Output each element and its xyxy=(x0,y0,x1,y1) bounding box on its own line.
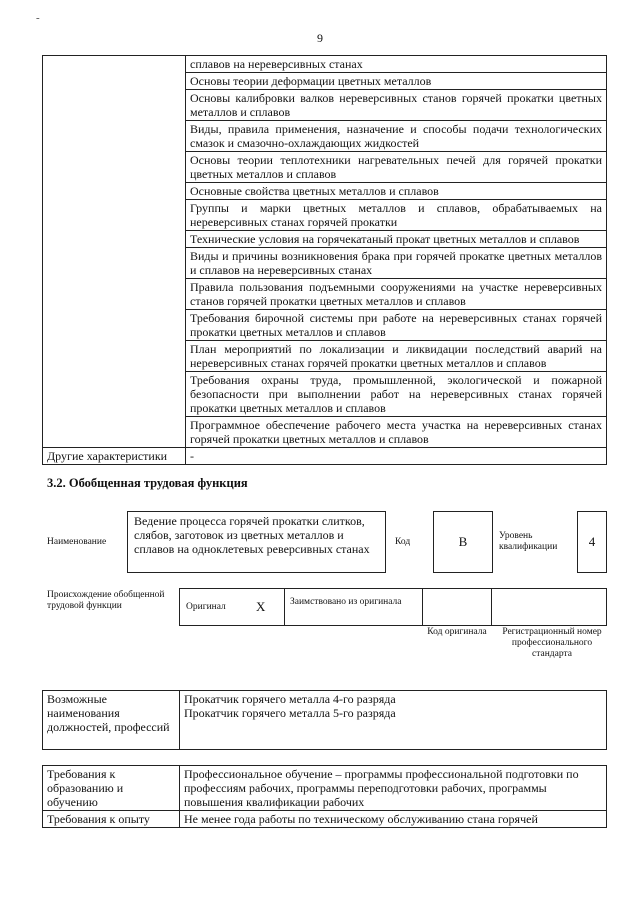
origin-divider-2 xyxy=(422,589,423,625)
knowledge-item: План мероприятий по локализации и ликвидации последствий аварий на нереверсивных станах горячей прокатки цветных металлов и сплавов xyxy=(186,341,607,372)
origin-reg-caption: Регистрационный номер профессионального стандарта xyxy=(502,627,602,659)
positions-table xyxy=(42,690,607,750)
experience-value: Не менее года работы по техническому обслуживанию стана горячей xyxy=(180,811,607,828)
origin-borrowed-label: Заимствовано из оригинала xyxy=(290,597,402,607)
other-characteristics-label: Другие характеристики xyxy=(43,448,186,465)
page-number: 9 xyxy=(317,31,323,45)
knowledge-item: Технические условия на горячекатаный прокат цветных металлов и сплавов xyxy=(186,231,607,248)
knowledge-row xyxy=(43,56,607,73)
knowledge-item: Правила пользования подъемными сооружениями на участке нереверсивных станов горячей прокатки цветных металлов и сплавов xyxy=(186,279,607,310)
knowledge-item: Виды, правила применения, назначение и способы подачи технологических смазок и смазочно-охлаждающих жидкостей xyxy=(186,121,607,152)
education-label: Требования к образованию и обучению xyxy=(43,766,180,811)
knowledge-item: Основы калибровки валков нереверсивных станов горячей прокатки цветных металлов и сплавов xyxy=(186,90,607,121)
education-value: Профессиональное обучение – программы профессиональной подготовки по профессиям рабочих, программы переподготовки рабочих, программы повышения квалификации рабочих xyxy=(180,766,607,811)
gtf-level-value: 4 xyxy=(577,511,607,573)
section-title: 3.2. Обобщенная трудовая функция xyxy=(47,476,248,490)
knowledge-item: Требования бирочной системы при работе на нереверсивных станах горячей прокатки цветных металлов и сплавов xyxy=(186,310,607,341)
experience-label: Требования к опыту xyxy=(43,811,180,828)
origin-divider-3 xyxy=(491,589,492,625)
origin-divider-1 xyxy=(284,589,285,625)
knowledge-item: Основные свойства цветных металлов и сплавов xyxy=(186,183,607,200)
origin-original-mark: X xyxy=(256,599,266,614)
knowledge-table xyxy=(42,55,607,465)
origin-original-label: Оригинал xyxy=(186,602,226,612)
gtf-code-label: Код xyxy=(395,537,411,547)
other-characteristics-value: - xyxy=(186,448,607,465)
knowledge-item: Группы и марки цветных металлов и сплавов, обрабатываемых на нереверсивных станах горячей прокатки xyxy=(186,200,607,231)
knowledge-item: Требования охраны труда, промышленной, экологической и пожарной безопасности при выполнении работ на нереверсивных станах горячей прокатки цветных металлов и сплавов xyxy=(186,372,607,417)
other-characteristics-row xyxy=(43,448,607,465)
corner-mark: - xyxy=(36,12,40,24)
gtf-name-label: Наименование xyxy=(47,537,107,547)
position-item: Прокатчик горячего металла 5-го разряда xyxy=(184,706,396,720)
origin-label: Происхождение обобщенной трудовой функции xyxy=(47,590,165,611)
positions-value xyxy=(180,691,607,750)
knowledge-label-cell xyxy=(43,56,186,448)
knowledge-item: сплавов на нереверсивных станах xyxy=(186,56,607,73)
gtf-code-value: B xyxy=(433,511,493,573)
knowledge-item: Программное обеспечение рабочего места участка на нереверсивных станах горячей прокатки цветных металлов и сплавов xyxy=(186,417,607,448)
knowledge-item: Виды и причины возникновения брака при горячей прокатке цветных металлов и сплавов на нереверсивных станах xyxy=(186,248,607,279)
origin-row xyxy=(179,588,607,626)
knowledge-item: Основы теории теплотехники нагревательных печей для горячей прокатки цветных металлов и сплавов xyxy=(186,152,607,183)
gtf-level-label: Уровень квалификации xyxy=(499,531,558,552)
requirements-table xyxy=(42,765,607,828)
gtf-name-value: Ведение процесса горячей прокатки слитков, слябов, заготовок из цветных металлов и сплавов на одноклетевых реверсивных станах xyxy=(127,511,386,573)
positions-label: Возможные наименования должностей, профессий xyxy=(43,691,180,750)
position-item: Прокатчик горячего металла 4-го разряда xyxy=(184,692,396,706)
knowledge-item: Основы теории деформации цветных металлов xyxy=(186,73,607,90)
origin-code-caption: Код оригинала xyxy=(427,627,487,637)
